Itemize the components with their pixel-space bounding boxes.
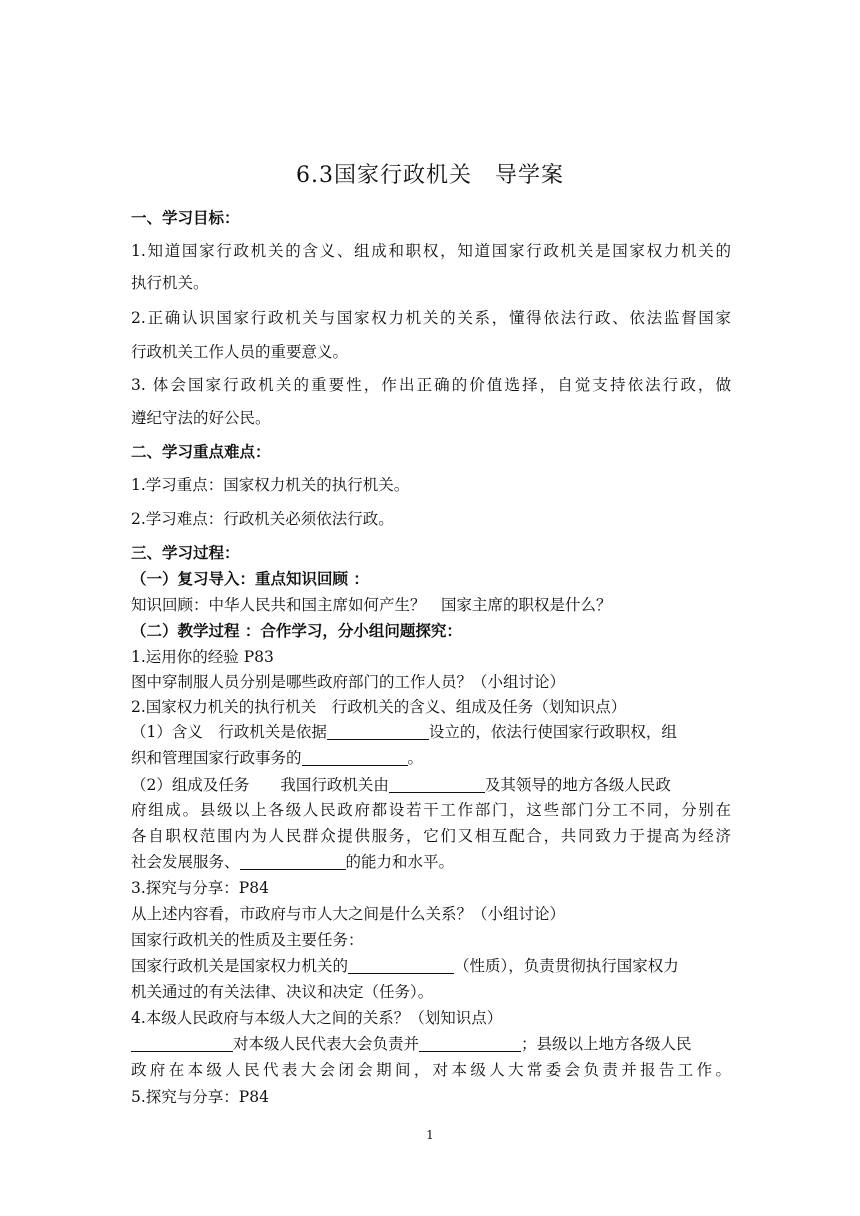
goal-1-line-1: 1.知道国家行政机关的含义、组成和职权，知道国家行政机关是国家权力机关的 [131, 242, 731, 260]
composition-text-c: 社会发展服务、 [131, 853, 240, 871]
page-number: 1 [426, 1128, 434, 1142]
page-title: 6.3国家行政机关 导学案 [296, 163, 564, 188]
definition-text-a: （1）含义 行政机关是依据 [131, 723, 327, 741]
nature-text-b: （性质），负责贯彻执行国家权力 [454, 957, 679, 975]
fill-blank-6[interactable] [131, 1035, 233, 1052]
definition-text-b: 设立的，依法行使国家行政职权，组 [428, 723, 677, 741]
composition-line-1 [131, 773, 731, 795]
definition-text-d: 。 [407, 749, 424, 767]
definition-line-1 [131, 720, 731, 742]
composition-text-a: （2）组成及任务 我国行政机关由 [131, 776, 389, 794]
fill-blank-5[interactable] [348, 957, 454, 974]
fill-blank-7[interactable] [419, 1035, 521, 1052]
item-1-title: 1.运用你的经验 P83 [131, 648, 274, 666]
goal-3-line-2: 遵纪守法的好公民。 [131, 409, 271, 427]
fill-blank-4[interactable] [240, 853, 346, 870]
fill-blank-1[interactable] [327, 723, 429, 740]
composition-line-2: 府组成。县级以上各级人民政府都设若干工作部门，这些部门分工不同，分别在 [131, 801, 731, 819]
key-point-line: 1.学习重点：国家权力机关的执行机关。 [131, 476, 410, 494]
section-heading-goals: 一、学习目标： [131, 208, 240, 227]
nature-line-1 [131, 954, 731, 976]
subsection-teaching: （二）教学过程 ：合作学习，分小组问题探究： [131, 621, 462, 640]
composition-line-4 [131, 850, 731, 872]
item-3-title: 3.探究与分享：P84 [131, 879, 269, 897]
goal-2-line-2: 行政机关工作人员的重要意义。 [131, 343, 349, 361]
composition-text-d: 的能力和水平。 [345, 853, 455, 871]
difficult-point-line: 2.学习难点：行政机关必须依法行政。 [131, 510, 394, 528]
goal-3-line-1: 3. 体会国家行政机关的重要性，作出正确的价值选择，自觉支持依法行政，做 [131, 376, 731, 394]
relation-line-2: 政府在本级人民代表大会闭会期间，对本级人大常委会负责并报告工作。 [131, 1061, 731, 1079]
section-heading-keypoints: 二、学习重点难点： [131, 442, 271, 461]
item-5-title: 5.探究与分享：P84 [131, 1088, 269, 1106]
definition-line-2 [131, 746, 731, 768]
goal-2-line-1: 2.正确认识国家行政机关与国家权力机关的关系，懂得依法行政、依法监督国家 [131, 309, 731, 327]
item-4-title: 4.本级人民政府与本级人大之间的关系？（划知识点） [131, 1009, 503, 1027]
composition-line-3: 各自职权范围内为人民群众提供服务，它们又相互配合，共同致力于提高为经济 [131, 827, 731, 845]
relation-text-a: 对本级人民代表大会负责并 [233, 1035, 420, 1053]
goal-1-line-2: 执行机关。 [131, 274, 209, 292]
review-question: 知识回顾：中华人民共和国主席如何产生？ 国家主席的职权是什么？ [131, 596, 612, 614]
section-heading-process: 三、学习过程： [131, 543, 240, 562]
item-2-title: 2.国家权力机关的执行机关 行政机关的含义、组成及任务（划知识点） [131, 698, 627, 716]
nature-line-2: 机关通过的有关法律、决议和决定（任务）。 [131, 983, 434, 1001]
subsection-review: （一）复习导入：重点知识回顾 ： [131, 569, 369, 588]
item-1-question: 图中穿制服人员分别是哪些政府部门的工作人员？（小组讨论） [131, 673, 566, 691]
relation-line-1 [131, 1032, 731, 1054]
relation-text-b: ；县级以上地方各级人民 [521, 1035, 692, 1053]
nature-text-a: 国家行政机关是国家权力机关的 [131, 957, 349, 975]
fill-blank-3[interactable] [389, 776, 485, 793]
fill-blank-2[interactable] [302, 749, 408, 766]
composition-text-b: 及其领导的地方各级人民政 [484, 776, 671, 794]
item-3-question: 从上述内容看，市政府与市人大之间是什么关系？（小组讨论） [131, 905, 566, 923]
nature-title: 国家行政机关的性质及主要任务： [131, 931, 364, 949]
definition-text-c: 织和管理国家行政事务的 [131, 749, 302, 767]
